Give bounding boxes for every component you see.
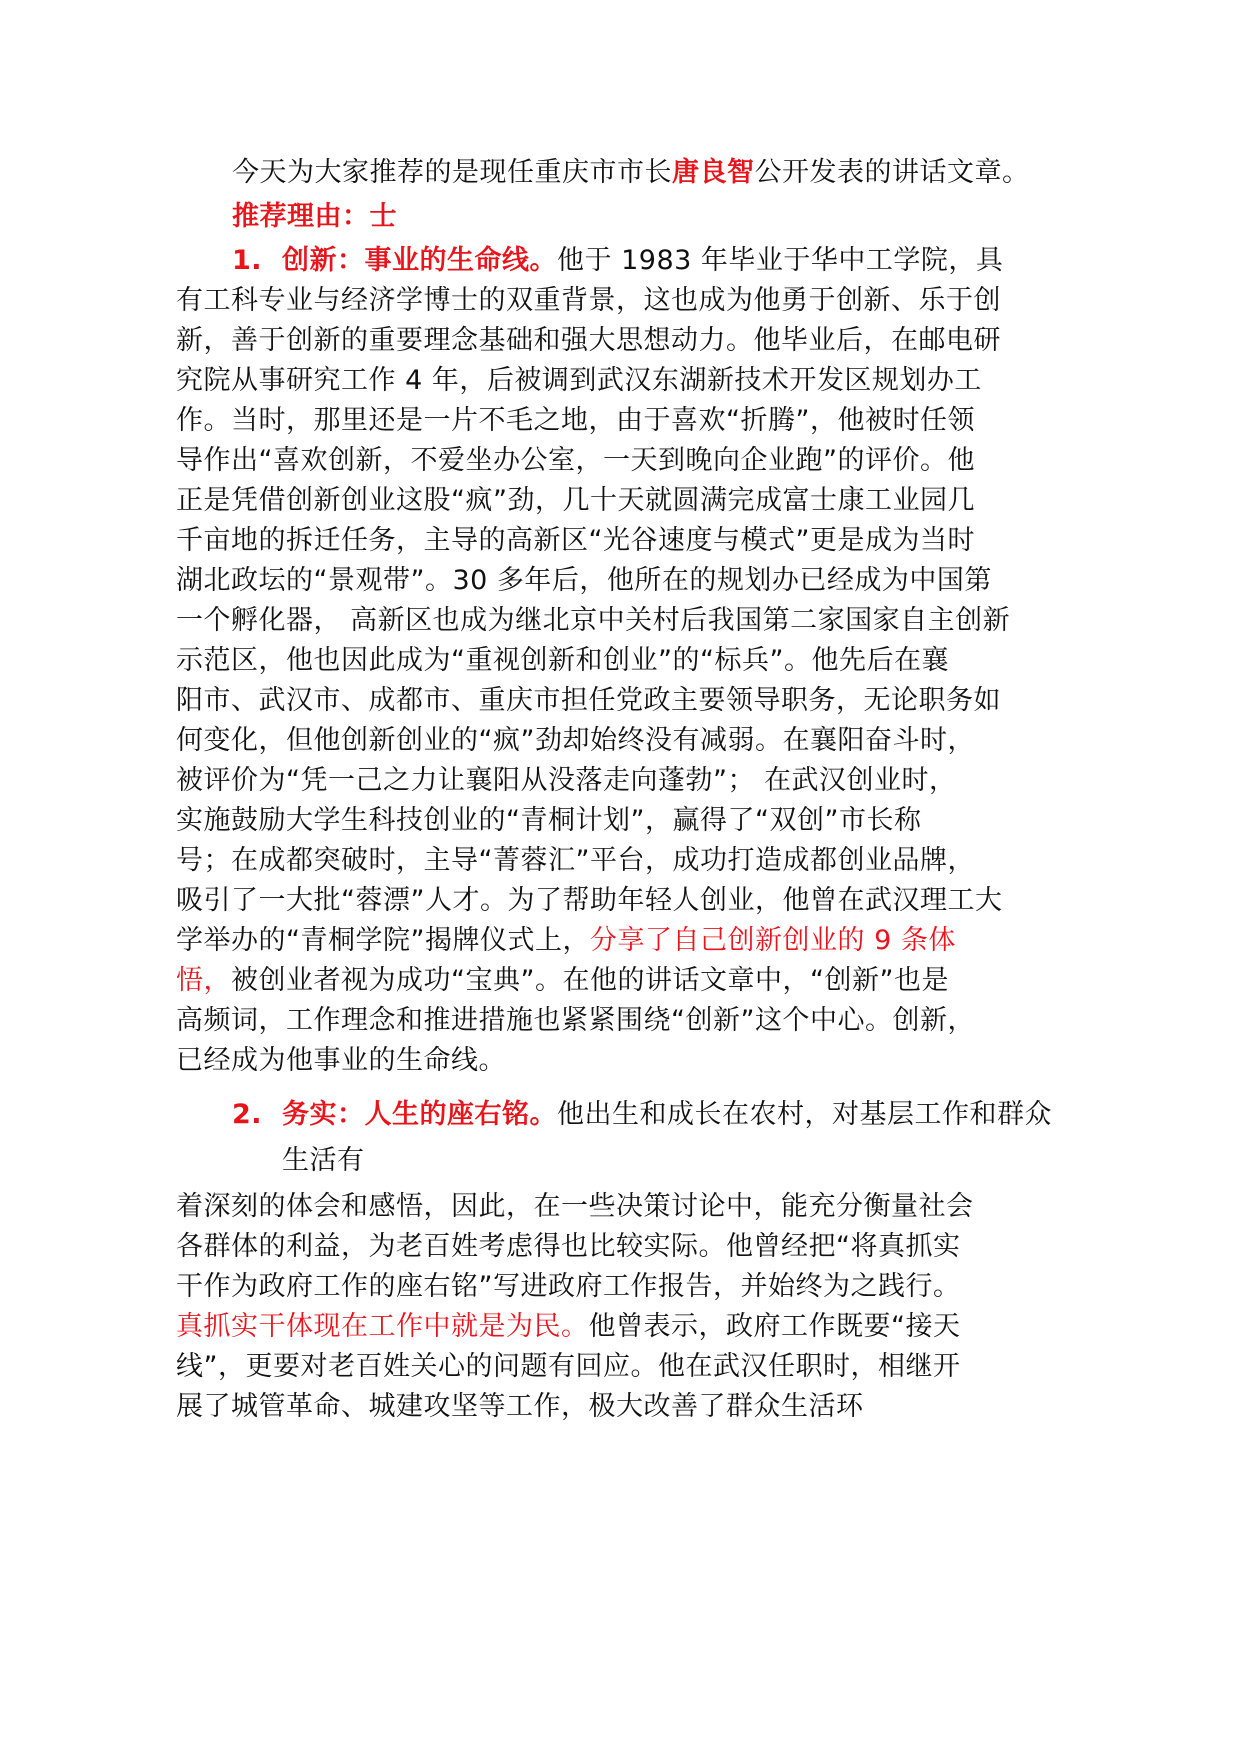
point1-line-16: 吸引了一大批“蓉漂”人才。为了帮助年轻人创业，他曾在武汉理工大 bbox=[176, 885, 1003, 916]
point2-line-1: 各群体的利益，为老百姓考虑得也比较实际。他曾经把“将真抓实 bbox=[176, 1231, 961, 1262]
point1-line-15: 号；在成都突破时，主导“菁蓉汇”平台，成功打造成都创业品牌， bbox=[176, 845, 975, 876]
point2-line-0: 着深刻的体会和感悟，因此，在一些决策讨论中，能充分衡量社会 bbox=[176, 1191, 974, 1222]
point1-line-13: 被评价为“凭一己之力让襄阳从没落走向蓬勃”； 在武汉创业时， bbox=[176, 765, 957, 796]
point1-after-red: 被创业者视为成功“宝典”。在他的讲话文章中，“创新”也是 bbox=[231, 965, 949, 996]
point2-heading-line bbox=[232, 1095, 1052, 1135]
reasons-heading: 推荐理由：士 bbox=[232, 201, 397, 232]
intro-highlight-name: 唐良智 bbox=[672, 157, 755, 188]
point1-red-part1: 分享了自己创新创业的 9 条体 bbox=[589, 925, 956, 956]
point1-number: 1. bbox=[232, 245, 263, 276]
point1-heading-line bbox=[232, 241, 1003, 281]
point1-line-5: 导作出“喜欢创新，不爱坐办公室，一天到晚向企业跑”的评价。他 bbox=[176, 445, 975, 476]
point1-pre-red: 学举办的“青桐学院”揭牌仪式上， bbox=[176, 925, 590, 956]
point1-line-1: 有工科专业与经济学博士的双重背景，这也成为他勇于创新、乐于创 bbox=[176, 285, 1001, 316]
point1-line-3: 究院从事研究工作 4 年，后被调到武汉东湖新技术开发区规划办工 bbox=[176, 365, 982, 396]
point2-after-red: 他曾表示，政府工作既要“接天 bbox=[588, 1311, 961, 1342]
point1-line-6: 正是凭借创新创业这股“疯”劲，几十天就圆满完成富士康工业园几 bbox=[176, 485, 975, 516]
point2-end-line-0: 线”，更要对老百姓关心的问题有回应。他在武汉任职时，相继开 bbox=[176, 1351, 961, 1382]
point2-first: 他出生和成长在农村，对基层工作和群众 bbox=[557, 1099, 1052, 1130]
point1-red-part2: 悟， bbox=[176, 965, 231, 996]
point1-line-8: 湖北政坛的“景观带”。30 多年后，他所在的规划办已经成为中国第 bbox=[176, 565, 992, 596]
point2-line-2: 干作为政府工作的座右铭”写进政府工作报告，并始终为之践行。 bbox=[176, 1271, 961, 1302]
point1-line-12: 何变化，但他创新创业的“疯”劲却始终没有减弱。在襄阳奋斗时， bbox=[176, 725, 975, 756]
point2-red-line bbox=[176, 1307, 961, 1347]
point2-number: 2. bbox=[232, 1099, 263, 1130]
intro-line bbox=[232, 153, 1030, 193]
point1-line-7: 千亩地的拆迁任务，主导的高新区“光谷速度与模式”更是成为当时 bbox=[176, 525, 975, 556]
point1-line-2: 新，善于创新的重要理念基础和强大思想动力。他毕业后，在邮电研 bbox=[176, 325, 1001, 356]
point1-line-4: 作。当时，那里还是一片不毛之地，由于喜欢“折腾”，他被时任领 bbox=[176, 405, 975, 436]
point1-red-line bbox=[176, 921, 956, 961]
point2-title: 务实：人生的座右铭。 bbox=[282, 1099, 557, 1130]
point1-line-9: 一个孵化器， 高新区也成为继北京中关村后我国第二家国家自主创新 bbox=[176, 605, 1011, 636]
point1-line-11: 阳市、武汉市、成都市、重庆市担任党政主要领导职务，无论职务如 bbox=[176, 685, 1001, 716]
point1-red-line-2 bbox=[176, 961, 949, 1001]
point1-end-line-0: 高频词，工作理念和推进措施也紧紧围绕“创新”这个中心。创新， bbox=[176, 1005, 975, 1036]
point1-line-14: 实施鼓励大学生科技创业的“青桐计划”，赢得了“双创”市长称 bbox=[176, 805, 922, 836]
point1-title: 创新：事业的生命线。 bbox=[282, 245, 557, 276]
point2-red-text: 真抓实干体现在工作中就是为民。 bbox=[176, 1311, 589, 1342]
intro-pre-text: 今天为大家推荐的是现任重庆市市长 bbox=[232, 157, 672, 188]
point1-line-0: 他于 1983 年毕业于华中工学院，具 bbox=[557, 245, 1004, 276]
point2-end-line-1: 展了城管革命、城建攻坚等工作，极大改善了群众生活环 bbox=[176, 1391, 864, 1422]
intro-post-text: 公开发表的讲话文章。 bbox=[754, 157, 1030, 188]
point1-end-line-1: 已经成为他事业的生命线。 bbox=[176, 1045, 506, 1076]
point2-second: 生活有 bbox=[282, 1145, 365, 1176]
point1-line-10: 示范区，他也因此成为“重视创新和创业”的“标兵”。他先后在襄 bbox=[176, 645, 949, 676]
